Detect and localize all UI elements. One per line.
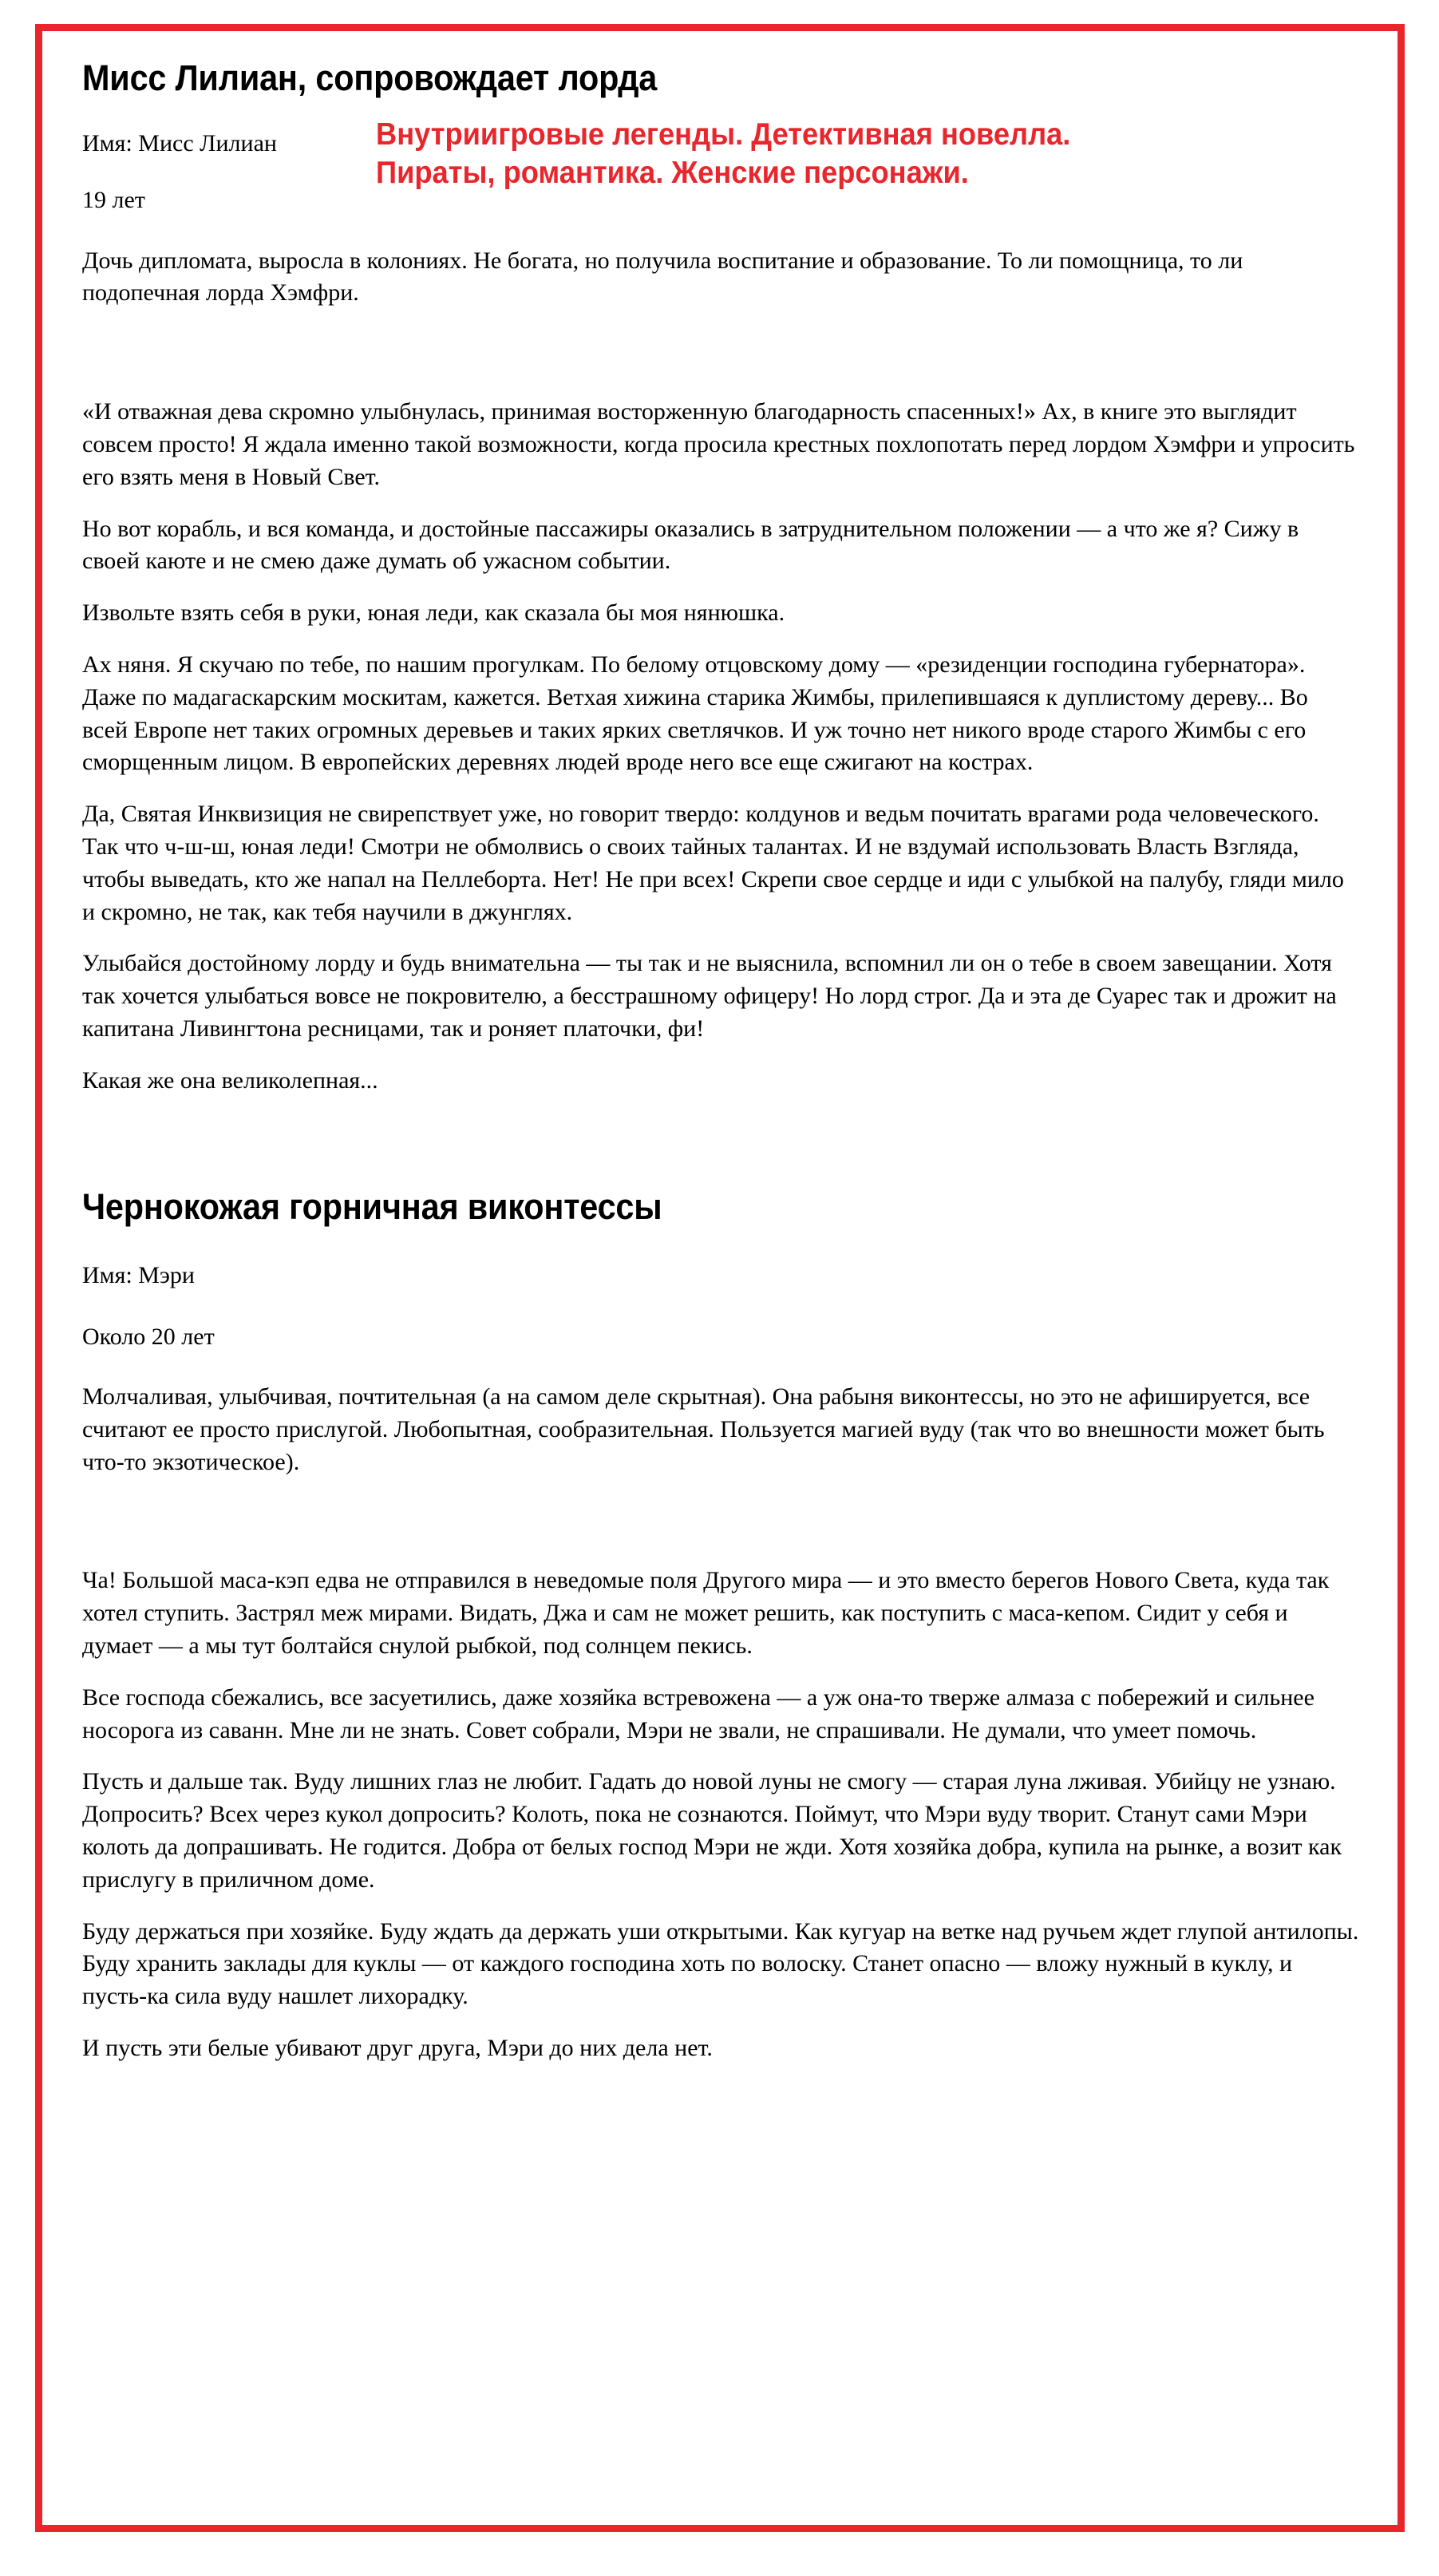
monologue-paragraph: Пусть и дальше так. Вуду лишних глаз не любит. Гадать до новой луны не смогу — старая луна лживая. Убийцу не узнаю. Допросить? Всех через кукол допросить? Колоть, пока не сознаются. Поймут, что Мэри вуду творит. Станут сами Мэри колоть да допрашивать. Не годится. Добра от белых господ Мэри не жди. Хотя хозяйка добра, купила на рынке, а возит как прислугу в приличном доме. — [82, 1768, 1342, 1893]
series-banner — [376, 116, 1070, 192]
character-name-lilian: Имя: Мисс Лилиан — [82, 130, 277, 157]
character-description-lilian: Дочь дипломата, выросла в колониях. Не богата, но получила воспитание и образование. То ли помощница, то ли подопечная лорда Хэмфри. — [82, 247, 1243, 307]
monologue-paragraph: Все господа сбежались, все засуетились, даже хозяйка встревожена — а уж она-то тверже алмаза с побережий и сильнее носорога из саванн. Мне ли не знать. Совет собрали, Мэри не звали, не спрашивали. Не думали, что умеет помочь. — [82, 1684, 1314, 1743]
red-bordered-article-frame — [35, 24, 1405, 2532]
character-meta-lilian — [82, 103, 1359, 217]
series-banner-line-2: Пираты, романтика. Женские персонажи. — [376, 156, 969, 191]
character-description-mary: Молчаливая, улыбчивая, почтительная (а на самом деле скрытная). Она рабыня виконтессы, но это не афишируется, все считают ее просто прислугой. Любопытная, сообразительная. Пользуется магией вуду (так что во внешности может быть что-то экзотическое). — [82, 1383, 1325, 1475]
spacer — [82, 218, 1359, 245]
section-title-lilian: Мисс Лилиан, сопровождает лорда — [82, 57, 658, 98]
article-content — [42, 31, 1397, 2525]
monologue-paragraph: Ча! Большой маса-кэп едва не отправился в неведомые поля Другого мира — и это вместо берегов Нового Света, куда так хотел ступить. Застрял меж мирами. Видать, Джа и сам не может решить, как поступить с маса-кепом. Сидит у себя и думает — а мы тут болтайся снулой рыбкой, под солнцем пекись. — [82, 1567, 1330, 1660]
character-name-mary: Имя: Мэри — [82, 1261, 195, 1288]
spacer — [82, 1293, 1359, 1320]
monologue-paragraph: Извольте взять себя в руки, юная леди, как сказала бы моя нянюшка. — [82, 599, 785, 627]
spacer — [82, 1117, 1359, 1187]
monologue-paragraph: «И отважная дева скромно улыбнулась, принимая восторженную благодарность спасенных!» Ах, в книге это выглядит совсем просто! Я ждала именно такой возможности, когда просила крестных похлопотать перед лордом Хэмфри и упросить его взять меня в Новый Свет. — [82, 398, 1355, 490]
monologue-paragraph: Буду держаться при хозяйке. Буду ждать да держать уши открытыми. Как кугуар на ветке над ручьем ждет глупой антилопы. Буду хранить заклады для куклы — от каждого господина хоть по волоску. Станет опасно — вложу нужный в куклу, и пусть-ка сила вуду нашлет лихорадку. — [82, 1917, 1359, 2010]
character-age-mary: Около 20 лет — [82, 1323, 215, 1350]
spacer — [82, 310, 1359, 396]
spacer — [82, 1232, 1359, 1259]
monologue-paragraph: Да, Святая Инквизиция не свирепствует уже, но говорит твердо: колдунов и ведьм почитать врагами рода человеческого. Так что ч-ш-ш, юная леди! Смотри не обмолвись о своих тайных талантах. И не вздумай использовать Власть Взгляда, чтобы выведать, кто же напал на Пеллеборта. Нет! Не при всех! Скрепи свое сердце и иди с улыбкой на палубу, гляди мило и скромно, не так, как тебя научили в джунглях. — [82, 801, 1344, 925]
monologue-paragraph: Но вот корабль, и вся команда, и достойные пассажиры оказались в затруднительном положении — а что же я? Сижу в своей каюте и не смею даже думать об ужасном событии. — [82, 515, 1299, 575]
series-banner-line-1: Внутриигровые легенды. Детективная новелла. — [376, 117, 1071, 152]
spacer — [82, 1354, 1359, 1381]
monologue-paragraph: Улыбайся достойному лорду и будь внимательна — ты так и не выяснила, вспомнил ли он о тебе в своем завещании. Хотя так хочется улыбаться вовсе не покровителю, а бесстрашному офицеру! Но лорд строг. Да и эта де Суарес так и дрожит на капитана Ливингтона ресницами, так и роняет платочки, фи! — [82, 950, 1337, 1042]
character-age-lilian: 19 лет — [82, 186, 145, 213]
section-title-mary: Чернокожая горничная виконтессы — [82, 1185, 662, 1227]
spacer — [82, 1478, 1359, 1565]
monologue-paragraph: И пусть эти белые убивают друг друга, Мэри до них дела нет. — [82, 2035, 713, 2062]
monologue-paragraph: Ах няня. Я скучаю по тебе, по нашим прогулкам. По белому отцовскому дому — «резиденции господина губернатора». Даже по мадагаскарским москитам, кажется. Ветхая хижина старика Жимбы, прилепившаяся к дуплистому дереву... Во всей Европе нет таких огромных деревьев и таких ярких светлячков. И уж точно нет никого вроде старого Жимбы с его сморщенным лицом. В европейских деревнях людей вроде него все еще сжигают на кострах. — [82, 651, 1308, 776]
monologue-paragraph: Какая же она великолепная... — [82, 1066, 378, 1094]
